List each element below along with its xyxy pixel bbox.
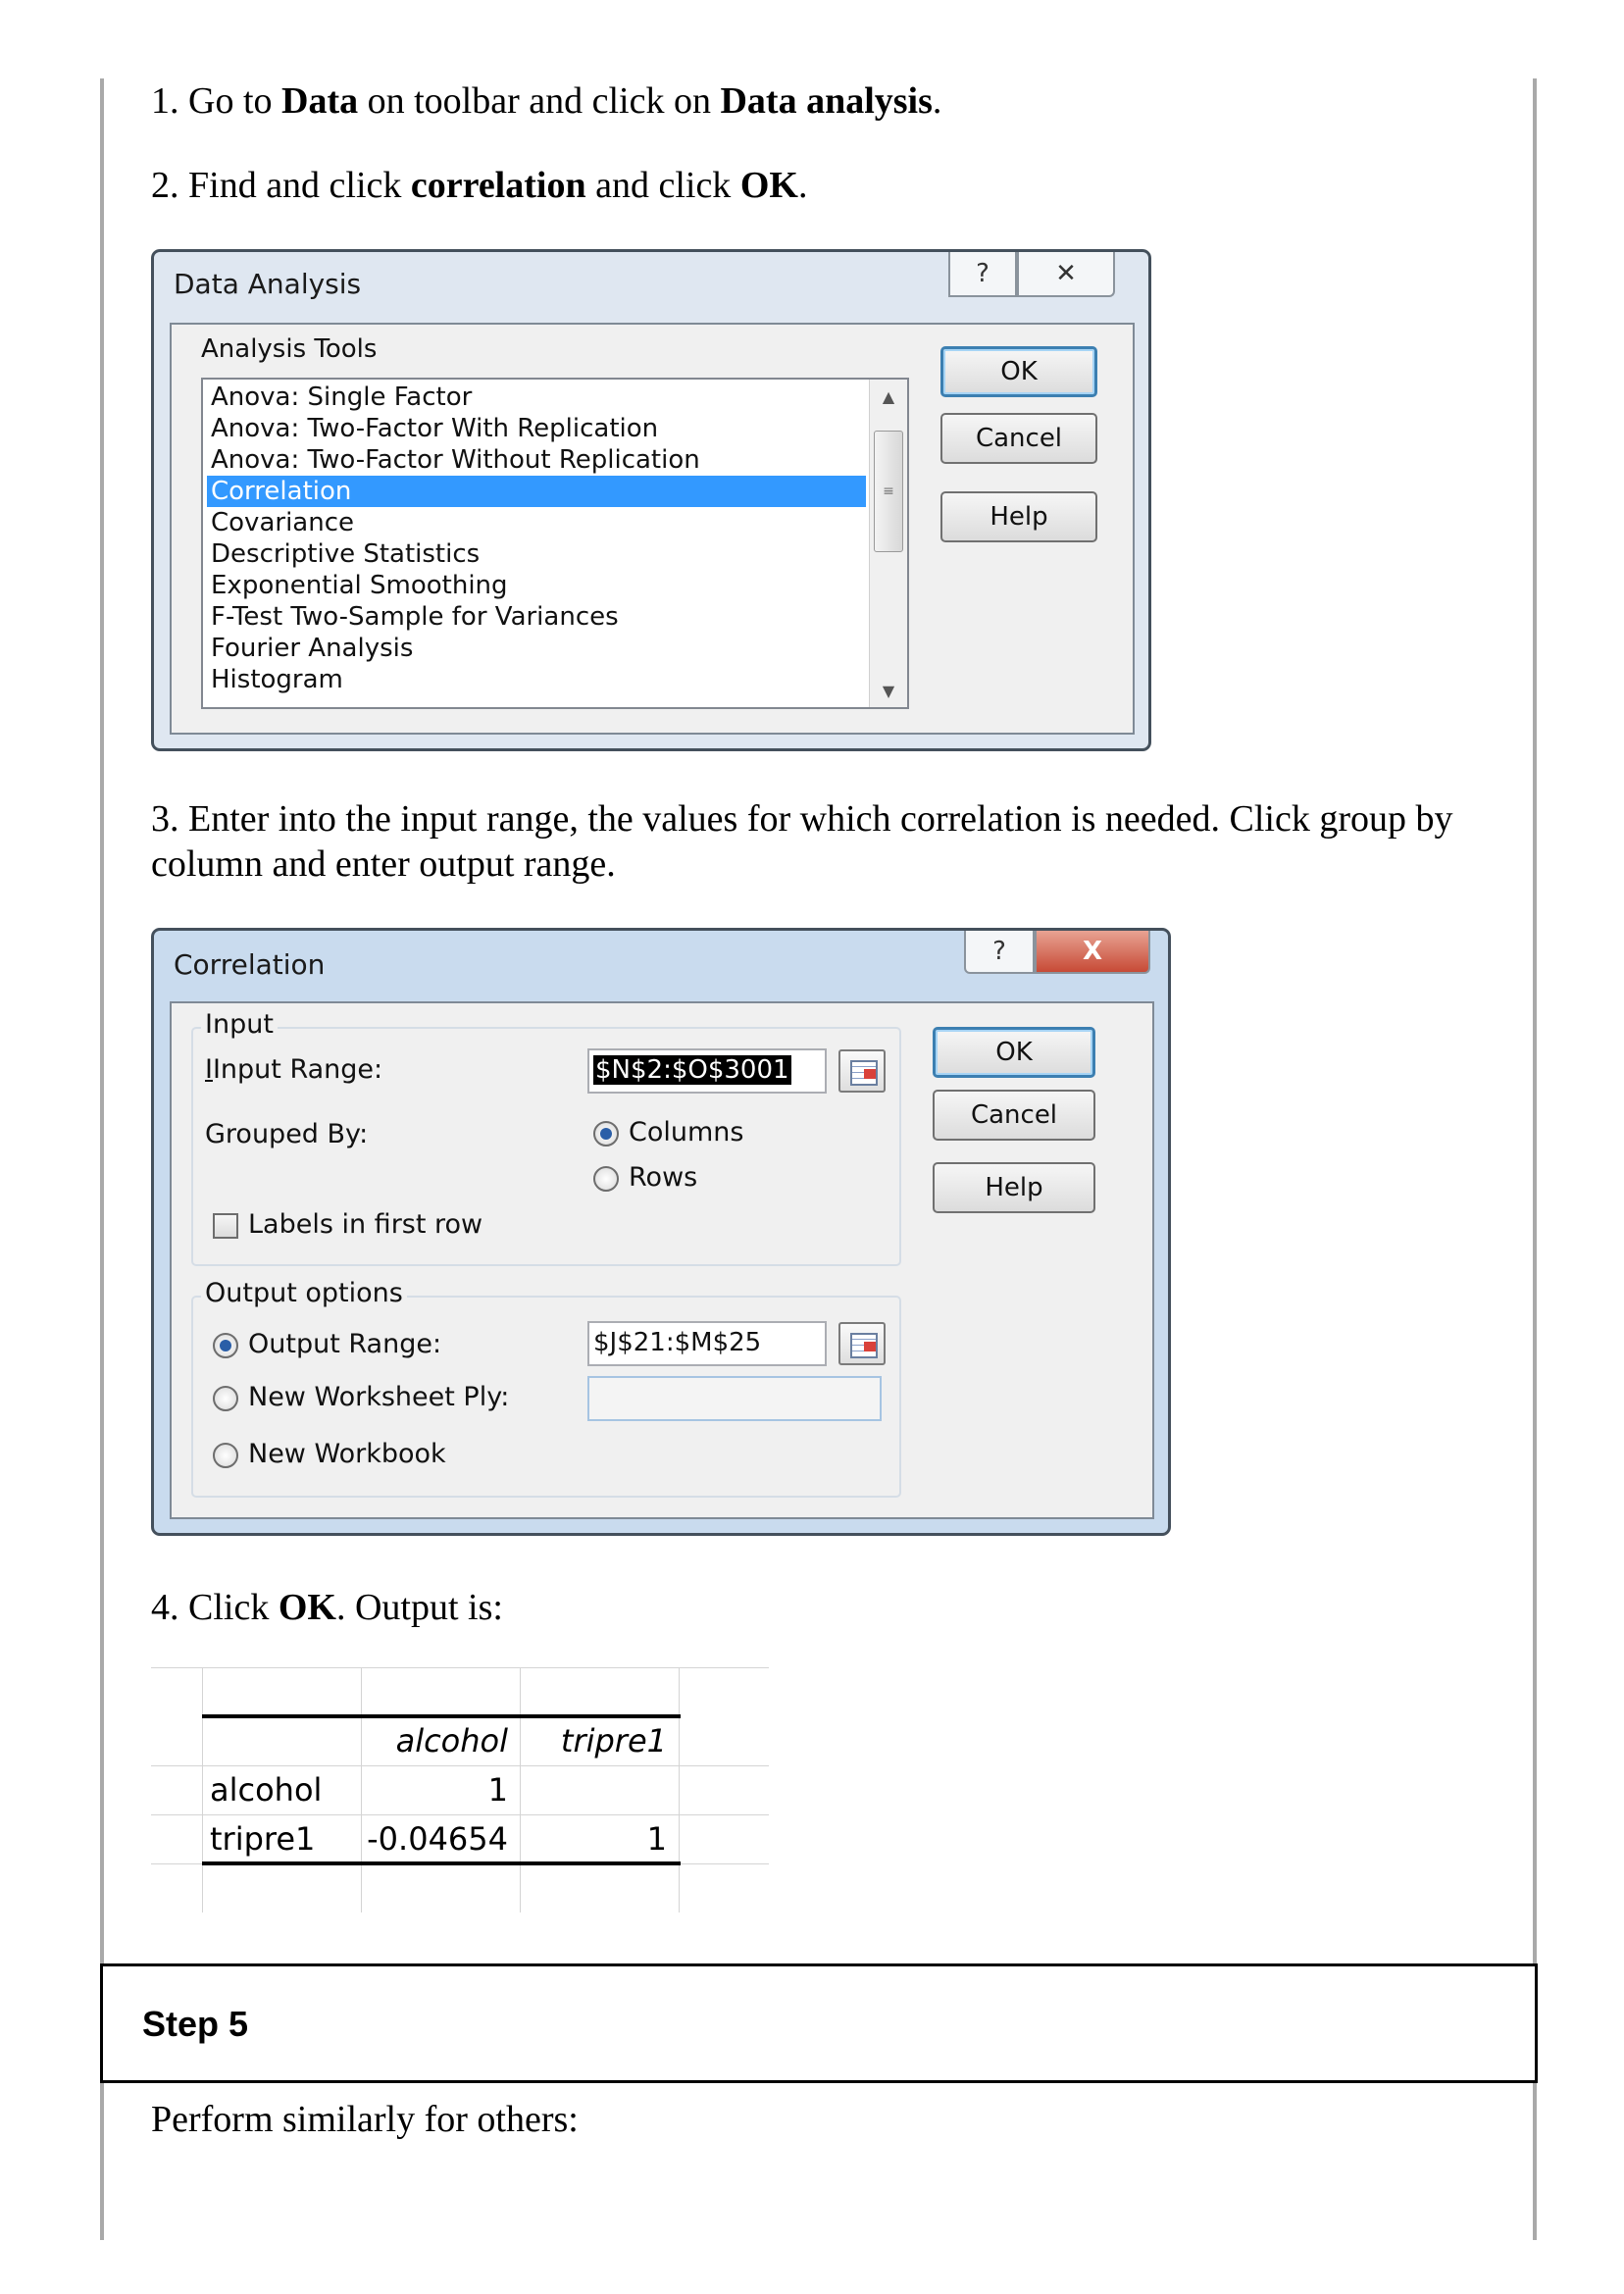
list-item[interactable]: Descriptive Statistics (211, 539, 481, 569)
correlation-dialog (151, 928, 1171, 1536)
list-item[interactable]: Anova: Two-Factor Without Replication (211, 445, 700, 475)
input-range-label: IInput Range: (205, 1054, 383, 1085)
instruction-step-3: 3. Enter into the input range, the values for which correlation is needed. Click group by column and enter output range. (151, 798, 1453, 885)
step2-bold-correlation: correlation (410, 165, 586, 206)
new-worksheet-field[interactable] (587, 1376, 882, 1421)
output-options-label: Output options (201, 1278, 407, 1308)
left-border-rule-lower (100, 2083, 104, 2240)
instruction-step-2 (151, 163, 1504, 208)
list-item[interactable]: Fourier Analysis (211, 634, 414, 663)
cancel-button[interactable]: Cancel (940, 413, 1097, 464)
step1-text-a: 1. Go to (151, 80, 281, 122)
list-item[interactable]: Exponential Smoothing (211, 571, 508, 600)
input-group-label: Input (201, 1009, 278, 1040)
data-analysis-dialog (151, 249, 1151, 751)
cell-alcohol-tripre1 (520, 1765, 667, 1814)
left-border-rule (100, 78, 104, 1963)
step2-bold-ok: OK (739, 165, 798, 206)
rows-radio[interactable] (593, 1166, 619, 1192)
input-range-field[interactable] (587, 1048, 827, 1094)
labels-first-row-label[interactable]: Labels in first row (248, 1209, 483, 1240)
new-workbook-radio[interactable] (213, 1443, 238, 1468)
step1-bold-data: Data (281, 80, 359, 122)
gridline (679, 1667, 680, 1912)
range-select-marker (864, 1342, 876, 1351)
output-range-field[interactable]: $J$21:$M$25 (587, 1321, 827, 1366)
input-range-label-text: Input Range: (212, 1054, 383, 1085)
scroll-down-arrow-icon[interactable]: ▼ (882, 681, 895, 700)
ok-button[interactable]: OK (933, 1027, 1095, 1078)
step2-text-c: . (797, 165, 808, 206)
step1-text-c: . (932, 80, 942, 122)
list-item[interactable]: Covariance (211, 508, 354, 537)
analysis-tools-label: Analysis Tools (201, 334, 378, 364)
output-range-radio[interactable] (213, 1333, 238, 1358)
help-title-button[interactable]: ? (964, 931, 1035, 974)
help-button[interactable]: Help (933, 1162, 1095, 1213)
rows-label[interactable]: Rows (629, 1162, 698, 1193)
analysis-tools-listbox[interactable] (201, 378, 909, 709)
help-button[interactable]: Help (940, 491, 1097, 542)
step-5-header (100, 1963, 1538, 2083)
step4-text-b: . Output is: (335, 1587, 503, 1628)
scroll-up-arrow-icon[interactable]: ▲ (882, 386, 895, 406)
instruction-step-1 (151, 78, 1504, 124)
dialog-title: Data Analysis (174, 268, 362, 300)
list-item-selected[interactable]: Correlation (207, 476, 866, 507)
step-5-label: Step 5 (142, 2004, 249, 2044)
gridline (202, 1667, 203, 1912)
row-label-tripre1: tripre1 (210, 1820, 316, 1858)
list-item[interactable]: Anova: Single Factor (211, 382, 473, 412)
dialog-title: Correlation (174, 948, 326, 981)
close-title-button[interactable]: X (1035, 931, 1150, 974)
listbox-scrollbar[interactable] (869, 380, 907, 707)
step4-bold-ok: OK (278, 1587, 336, 1628)
column-header-alcohol: alcohol (395, 1722, 508, 1759)
column-header-tripre1: tripre1 (560, 1722, 667, 1759)
cancel-button[interactable]: Cancel (933, 1090, 1095, 1141)
labels-first-row-checkbox[interactable] (213, 1213, 238, 1239)
dialog-body (170, 1001, 1154, 1519)
step1-bold-data-analysis: Data analysis (720, 80, 933, 122)
new-workbook-label[interactable]: New Workbook (248, 1439, 446, 1469)
list-item[interactable]: F-Test Two-Sample for Variances (211, 602, 619, 632)
step4-text-a: 4. Click (151, 1587, 279, 1628)
gridline (151, 1667, 769, 1668)
output-range-label[interactable]: Output Range: (248, 1329, 442, 1359)
step2-text-b: and click (585, 165, 740, 206)
input-range-value: $N$2:$O$3001 (595, 1055, 789, 1085)
row-label-alcohol: alcohol (210, 1771, 323, 1809)
list-item[interactable]: Histogram (211, 665, 343, 694)
columns-radio[interactable] (593, 1121, 619, 1147)
columns-label[interactable]: Columns (629, 1117, 744, 1147)
input-range-collapse-button[interactable] (838, 1049, 886, 1093)
right-border-rule (1533, 78, 1537, 1963)
new-worksheet-radio[interactable] (213, 1386, 238, 1411)
scroll-thumb[interactable]: ≡ (874, 431, 903, 552)
right-border-rule-lower (1533, 2083, 1537, 2240)
close-title-button[interactable]: ✕ (1017, 252, 1115, 297)
dialog-body (170, 323, 1135, 735)
output-range-collapse-button[interactable] (838, 1322, 886, 1365)
new-worksheet-label[interactable]: New Worksheet Ply: (248, 1382, 510, 1412)
step-5-text: Perform similarly for others: (151, 2099, 579, 2140)
grouped-by-label: Grouped By: (205, 1119, 369, 1149)
step2-text-a: 2. Find and click (151, 165, 411, 206)
correlation-output-table (151, 1667, 769, 1912)
range-select-marker (864, 1069, 876, 1079)
cell-tripre1-alcohol: -0.04654 (367, 1820, 508, 1858)
ok-button[interactable]: OK (940, 346, 1097, 397)
cell-alcohol-alcohol: 1 (487, 1771, 508, 1809)
help-title-button[interactable]: ? (948, 252, 1017, 297)
cell-tripre1-tripre1: 1 (646, 1820, 667, 1858)
instruction-step-4 (151, 1585, 1504, 1630)
step1-text-b: on toolbar and click on (358, 80, 721, 122)
list-item[interactable]: Anova: Two-Factor With Replication (211, 414, 659, 443)
